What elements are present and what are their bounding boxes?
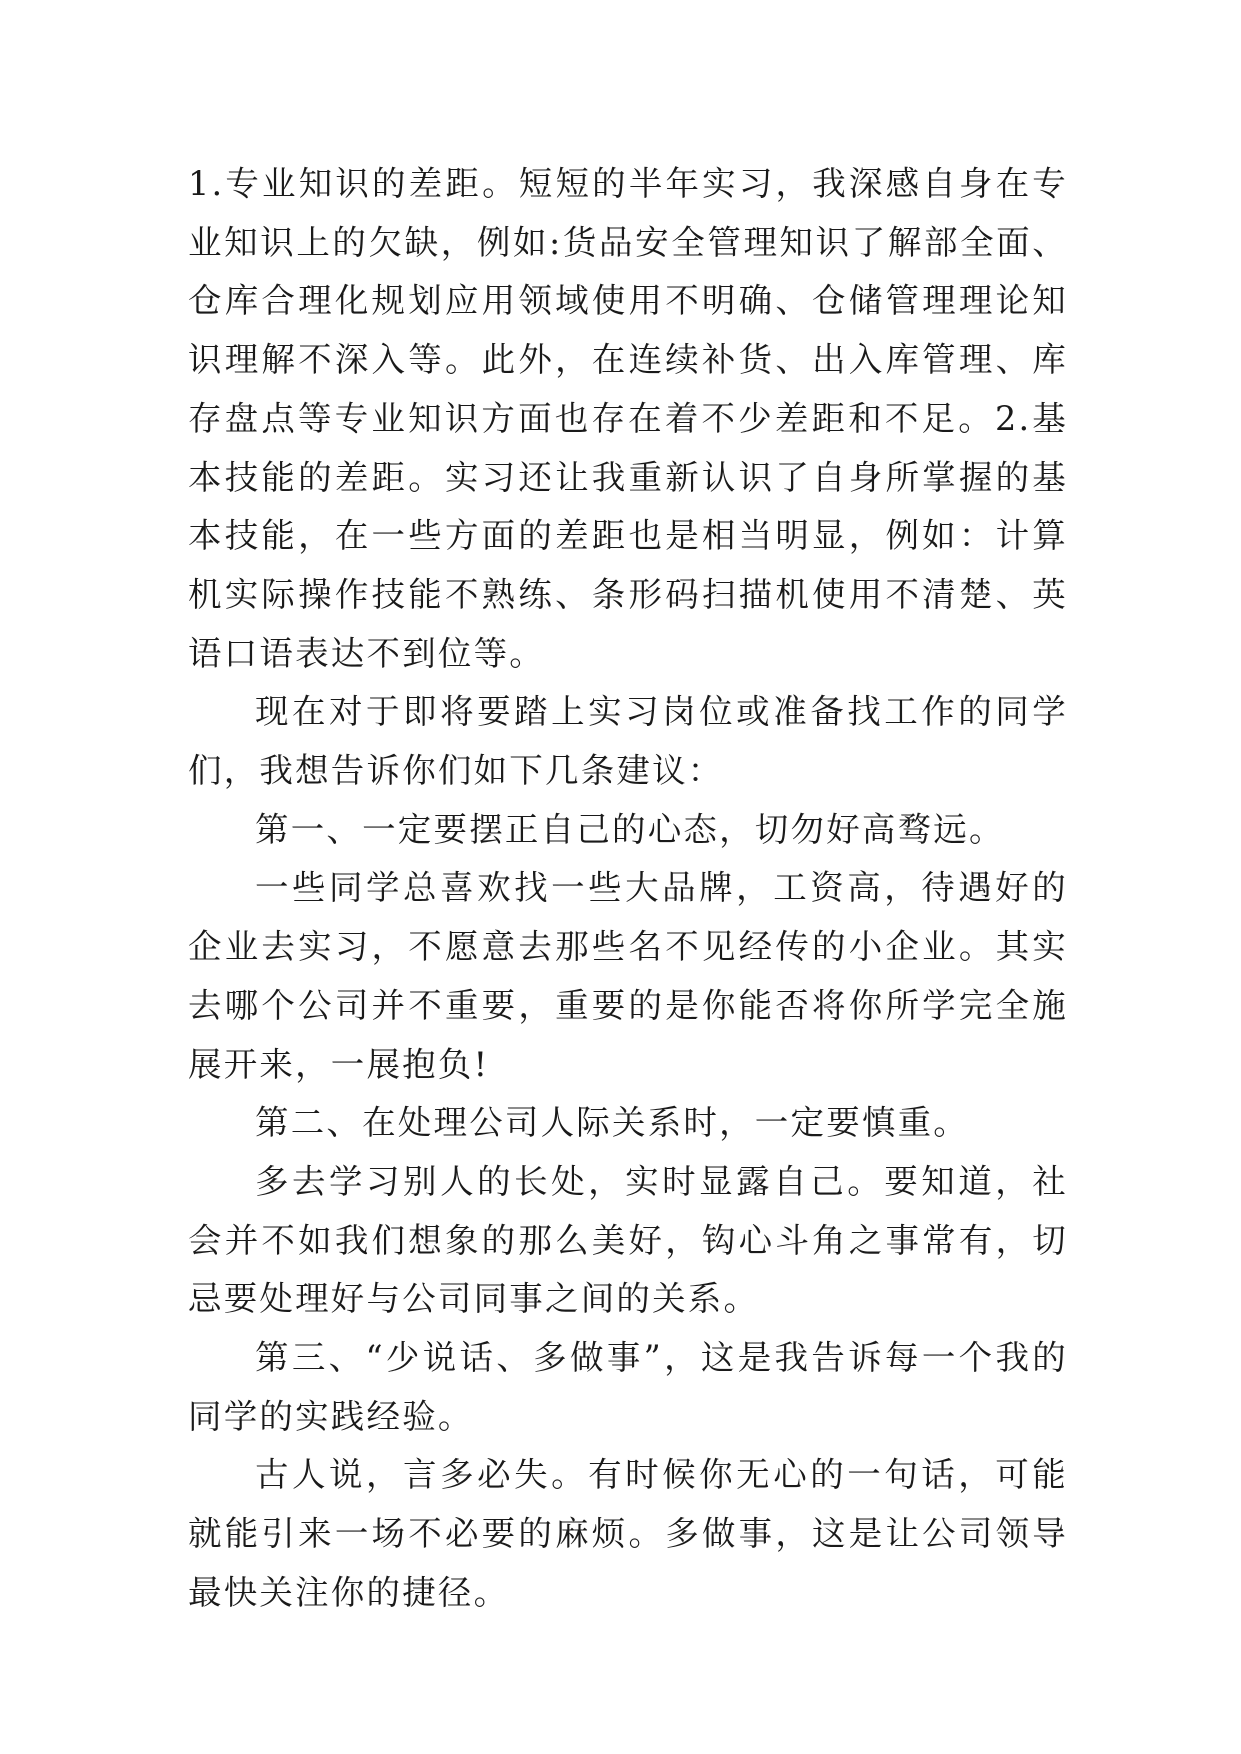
document-body (188, 155, 1068, 1623)
paragraph-advice-3-heading: 第三、“少说话、多做事”，这是我告诉每一个我的同学的实践经验。 (188, 1338, 1068, 1436)
paragraph-advice-intro: 现在对于即将要踏上实习岗位或准备找工作的同学们，我想告诉你们如下几条建议： (188, 692, 1068, 791)
paragraph-advice-3-body: 古人说，言多必失。有时候你无心的一句话，可能就能引来一场不必要的麻烦。多做事，这是让公司领导最快关注你的捷径。 (188, 1455, 1068, 1612)
paragraph-knowledge-skills-gap: 1.专业知识的差距。短短的半年实习，我深感自身在专业知识上的欠缺，例如:货品安全管理知识了解部全面、仓库合理化规划应用领域使用不明确、仓储管理理论知识理解不深入等。此外，在连续补货、出入库管理、库存盘点等专业知识方面也存在着不少差距和不足。2.基本技能的差距。实习还让我重新认识了自身所掌握的基本技能，在一些方面的差距也是相当明显，例如：计算机实际操作技能不熟练、条形码扫描机使用不清楚、英语口语表达不到位等。 (188, 164, 1068, 673)
paragraph-advice-2-body: 多去学习别人的长处，实时显露自己。要知道，社会并不如我们想象的那么美好，钩心斗角之事常有，切忌要处理好与公司同事之间的关系。 (188, 1161, 1068, 1319)
paragraph-advice-1-heading: 第一、一定要摆正自己的心态，切勿好高骛远。 (255, 809, 1005, 849)
paragraph-advice-2-heading: 第二、在处理公司人际关系时，一定要慎重。 (255, 1103, 969, 1143)
paragraph-advice-1-body: 一些同学总喜欢找一些大品牌，工资高，待遇好的企业去实习，不愿意去那些名不见经传的小企业。其实去哪个公司并不重要，重要的是你能否将你所学完全施展开来，一展抱负! (188, 868, 1068, 1084)
